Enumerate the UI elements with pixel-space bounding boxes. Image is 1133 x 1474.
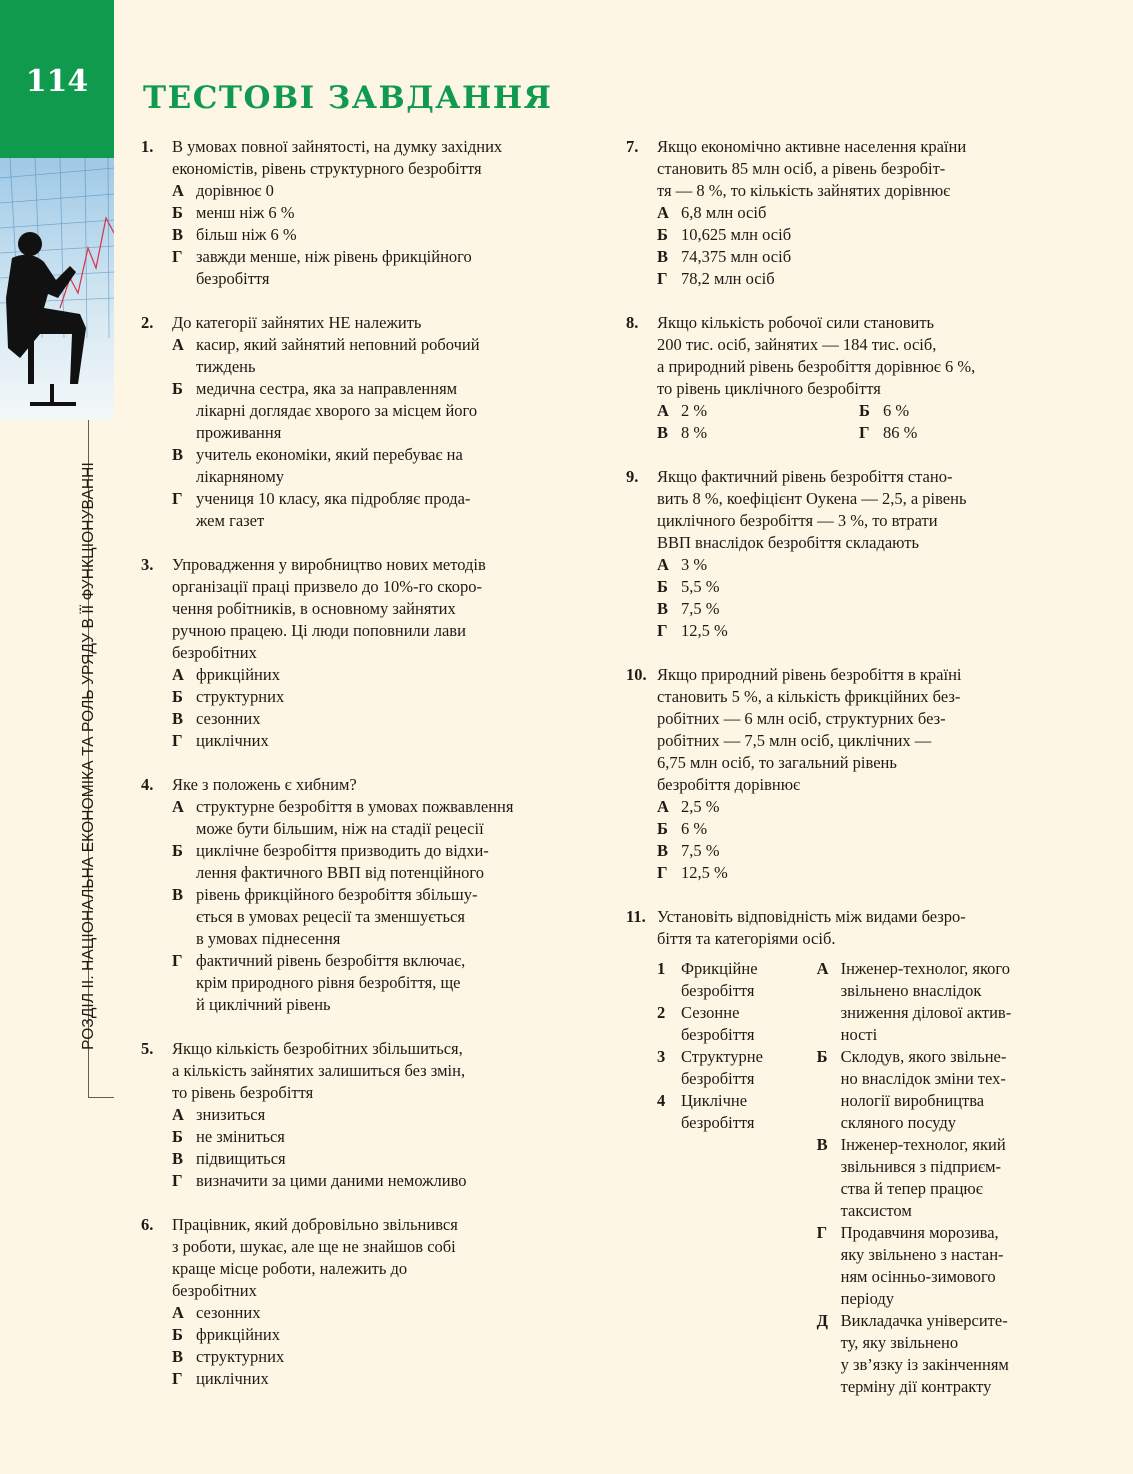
option-letter: Г xyxy=(172,731,183,750)
option-v[interactable] xyxy=(657,840,1066,862)
option-g[interactable] xyxy=(172,246,591,290)
option-letter: А xyxy=(172,335,184,354)
match-text: безробіття xyxy=(681,1069,755,1088)
match-text: зниження ділової актив- xyxy=(840,1003,1012,1022)
option-text: жем газет xyxy=(196,511,265,530)
option-g[interactable] xyxy=(172,1170,591,1192)
option-letter: А xyxy=(657,203,669,222)
match-text: ту, яку звільнено xyxy=(840,1333,959,1352)
option-letter: Г xyxy=(657,269,668,288)
text-line: ВВП внаслідок безробіття складають xyxy=(657,533,920,552)
option-letter: В xyxy=(172,445,184,464)
option-a[interactable] xyxy=(172,1104,591,1126)
option-text: підвищиться xyxy=(196,1149,286,1168)
option-a[interactable] xyxy=(657,202,1066,224)
match-text: Склодув, якого звільне- xyxy=(840,1047,1007,1066)
match-text: періоду xyxy=(840,1289,895,1308)
option-text: 12,5 % xyxy=(681,863,728,882)
option-letter: А xyxy=(657,401,669,420)
options-row xyxy=(657,400,1066,422)
option-letter: Б xyxy=(172,687,183,706)
option-letter: Г xyxy=(657,863,668,882)
text-line: циклічного безробіття — 3 %, то втрати xyxy=(657,511,938,530)
text-line: а природний рівень безробіття дорівнює 6 %, xyxy=(657,357,976,376)
option-text: визначити за цими даними неможливо xyxy=(196,1171,467,1190)
match-right-item-a[interactable] xyxy=(817,958,1066,1046)
text-line: Якщо природний рівень безробіття в країні xyxy=(657,665,962,684)
text-line: Установіть відповідність між видами безро- xyxy=(657,907,966,926)
match-text: яку звільнено з настан- xyxy=(840,1245,1004,1264)
option-v[interactable] xyxy=(657,246,1066,268)
match-text: скляного посуду xyxy=(840,1113,957,1132)
option-letter: Б xyxy=(172,841,183,860)
options-row xyxy=(657,422,1066,444)
option-text: структурне безробіття в умовах пожвавлення xyxy=(196,797,514,816)
text-line: безробіття дорівнює xyxy=(657,775,801,794)
option-text: 7,5 % xyxy=(681,841,720,860)
question-2 xyxy=(141,312,591,532)
question-text xyxy=(657,312,1066,400)
match-key: А xyxy=(816,959,829,978)
question-7 xyxy=(626,136,1066,290)
option-v[interactable] xyxy=(172,444,591,488)
option-g[interactable] xyxy=(172,488,591,532)
option-g[interactable] xyxy=(657,620,1066,642)
match-text: безробіття xyxy=(681,1113,755,1132)
question-number: 2. xyxy=(141,313,154,332)
text-line: Якщо економічно активне населення країни xyxy=(657,137,967,156)
text-line: то рівень безробіття xyxy=(172,1083,314,1102)
option-letter: Г xyxy=(172,1171,183,1190)
option-text: ється в умовах рецесії та зменшується xyxy=(196,907,465,926)
text-line: біття та категоріями осіб. xyxy=(657,929,836,948)
text-line: Працівник, який добровільно звільнився xyxy=(172,1215,458,1234)
match-right-item-g[interactable] xyxy=(817,1222,1066,1310)
option-text: 12,5 % xyxy=(681,621,728,640)
question-6 xyxy=(141,1214,591,1390)
match-text: у зв’язку із закінченням xyxy=(840,1355,1009,1374)
option-text: лення фактичного ВВП від потенційного xyxy=(196,863,485,882)
option-text: в умовах піднесення xyxy=(196,929,341,948)
option-a[interactable] xyxy=(657,796,1066,818)
question-number: 9. xyxy=(626,467,639,486)
option-letter: В xyxy=(172,1149,184,1168)
text-line: чення робітників, в основному зайнятих xyxy=(172,599,456,618)
option-letter: В xyxy=(657,247,669,266)
match-text: звільнено внаслідок xyxy=(840,981,982,1000)
page-number: 114 xyxy=(25,64,89,99)
option-v[interactable] xyxy=(172,1148,591,1170)
option-letter: Г xyxy=(172,951,183,970)
right-column xyxy=(626,136,1066,1420)
option-letter: А xyxy=(657,555,669,574)
option-text: лікарні доглядає хворого за місцем його xyxy=(196,401,478,420)
option-text: 2,5 % xyxy=(681,797,720,816)
match-text: Інженер-технолог, якого xyxy=(840,959,1011,978)
option-text: 78,2 млн осіб xyxy=(681,269,775,288)
question-text xyxy=(657,906,1066,950)
question-number: 4. xyxy=(141,775,154,794)
question-10 xyxy=(626,664,1066,884)
option-b[interactable] xyxy=(172,1126,591,1148)
question-text xyxy=(172,1038,591,1104)
question-text xyxy=(657,664,1066,796)
option-v[interactable] xyxy=(657,598,1066,620)
option-g[interactable] xyxy=(172,1368,591,1390)
option-letter: А xyxy=(172,665,184,684)
option-letter: Б xyxy=(657,577,668,596)
option-letter: А xyxy=(172,1303,184,1322)
option-g[interactable] xyxy=(172,730,591,752)
match-text: терміну дії контракту xyxy=(840,1377,992,1396)
option-text: може бути більшим, ніж на стадії рецесії xyxy=(196,819,484,838)
option-text: менш ніж 6 % xyxy=(196,203,295,222)
option-v[interactable] xyxy=(172,884,591,950)
option-text: 3 % xyxy=(681,555,708,574)
option-v[interactable] xyxy=(657,422,859,444)
option-text: касир, який зайнятий неповний робочий xyxy=(196,335,480,354)
option-v[interactable] xyxy=(172,224,591,246)
option-b[interactable] xyxy=(859,400,1061,422)
question-text xyxy=(172,554,591,664)
match-left-item-4[interactable] xyxy=(657,1090,817,1134)
match-text: звільнився з підприєм- xyxy=(840,1157,1002,1176)
option-text: завжди менше, ніж рівень фрикційного xyxy=(196,247,472,266)
option-b[interactable] xyxy=(657,818,1066,840)
match-text: Продавчиня морозива, xyxy=(840,1223,999,1242)
question-text xyxy=(657,466,1066,554)
option-text: сезонних xyxy=(196,1303,261,1322)
match-key: Б xyxy=(816,1047,828,1066)
question-number: 3. xyxy=(141,555,154,574)
match-left-item-3[interactable] xyxy=(657,1046,817,1090)
text-line: ручною працею. Ці люди поповнили лави xyxy=(172,621,466,640)
option-text: 7,5 % xyxy=(681,599,720,618)
option-letter: В xyxy=(172,1347,184,1366)
option-text: учитель економіки, який перебуває на xyxy=(196,445,463,464)
option-b[interactable] xyxy=(172,378,591,444)
option-v[interactable] xyxy=(172,708,591,730)
match-key: Д xyxy=(816,1311,828,1330)
match-text: Сезонне xyxy=(681,1003,740,1022)
matching-right-list xyxy=(817,958,1066,1398)
option-text: тиждень xyxy=(196,357,256,376)
question-5 xyxy=(141,1038,591,1192)
option-text: структурних xyxy=(196,687,285,706)
match-text: ства й тепер працює xyxy=(840,1179,983,1198)
question-11 xyxy=(626,906,1066,1398)
question-number: 10. xyxy=(626,665,647,684)
text-line: робітних — 6 млн осіб, структурних без- xyxy=(657,709,946,728)
option-a[interactable] xyxy=(172,796,591,840)
text-line: економістів, рівень структурного безробіття xyxy=(172,159,482,178)
option-text: циклічних xyxy=(196,731,269,750)
option-letter: Б xyxy=(172,1325,183,1344)
option-g[interactable] xyxy=(172,950,591,1016)
text-line: Якщо фактичний рівень безробіття стано- xyxy=(657,467,953,486)
match-left-item-1[interactable] xyxy=(657,958,817,1002)
option-text: 2 % xyxy=(681,401,708,420)
option-a[interactable] xyxy=(172,334,591,378)
option-g[interactable] xyxy=(657,268,1066,290)
option-letter: А xyxy=(172,181,184,200)
match-text: Структурне xyxy=(681,1047,763,1066)
option-text: більш ніж 6 % xyxy=(196,225,297,244)
text-line: безробітних xyxy=(172,643,257,662)
option-letter: Б xyxy=(657,819,668,838)
match-right-item-d[interactable] xyxy=(817,1310,1066,1398)
option-letter: Б xyxy=(172,379,183,398)
matching-left-list xyxy=(657,958,817,1398)
option-text: 6 % xyxy=(883,401,910,420)
text-line: Якщо кількість робочої сили становить xyxy=(657,313,935,332)
match-text: таксистом xyxy=(840,1201,912,1220)
option-letter: А xyxy=(172,1105,184,1124)
option-letter: В xyxy=(172,885,184,904)
question-text xyxy=(172,774,591,796)
match-key: 1 xyxy=(657,959,666,978)
option-text: фрикційних xyxy=(196,1325,280,1344)
option-text: структурних xyxy=(196,1347,285,1366)
match-right-item-b[interactable] xyxy=(817,1046,1066,1134)
question-3 xyxy=(141,554,591,752)
option-text: циклічне безробіття призводить до відхи- xyxy=(196,841,489,860)
left-column xyxy=(141,136,591,1412)
option-letter: Г xyxy=(172,1369,183,1388)
option-letter: В xyxy=(657,423,669,442)
question-number: 5. xyxy=(141,1039,154,1058)
text-line: 200 тис. осіб, зайнятих — 184 тис. осіб, xyxy=(657,335,937,354)
spine-divider-tick xyxy=(88,1097,114,1098)
option-text: 6 % xyxy=(681,819,708,838)
option-text: лікарняному xyxy=(196,467,285,486)
text-line: Яке з положень є хибним? xyxy=(172,775,357,794)
match-key: 2 xyxy=(657,1003,666,1022)
question-8 xyxy=(626,312,1066,444)
option-a[interactable] xyxy=(172,180,591,202)
text-line: то рівень циклічного безробіття xyxy=(657,379,881,398)
section-side-label: РОЗДІЛ ІІ. НАЦІОНАЛЬНА ЕКОНОМІКА ТА РОЛЬ УРЯДУ В ЇЇ ФУНКЦІОНУВАННІ xyxy=(80,462,97,1050)
option-letter: А xyxy=(172,797,184,816)
question-text xyxy=(657,136,1066,202)
match-text: безробіття xyxy=(681,1025,755,1044)
option-text: фактичний рівень безробіття включає, xyxy=(196,951,466,970)
option-letter: А xyxy=(657,797,669,816)
matching-table xyxy=(657,958,1066,1398)
match-text: ням осінньо-зимового xyxy=(840,1267,996,1286)
text-line: організації праці призвело до 10%-го скоро- xyxy=(172,577,482,596)
option-b[interactable] xyxy=(172,202,591,224)
question-number: 11. xyxy=(626,907,646,926)
text-line: з роботи, шукає, але ще не знайшов собі xyxy=(172,1237,456,1256)
option-text: й циклічний рівень xyxy=(196,995,331,1014)
question-text xyxy=(172,1214,591,1302)
option-letter: В xyxy=(657,841,669,860)
option-text: 5,5 % xyxy=(681,577,720,596)
match-text: Інженер-технолог, який xyxy=(840,1135,1006,1154)
match-text: Фрикційне xyxy=(681,959,758,978)
option-text: знизиться xyxy=(196,1105,266,1124)
text-line: 6,75 млн осіб, то загальний рівень xyxy=(657,753,897,772)
text-line: становить 85 млн осіб, а рівень безробіт- xyxy=(657,159,946,178)
option-a[interactable] xyxy=(657,554,1066,576)
option-letter: Б xyxy=(172,1127,183,1146)
text-line: а кількість зайнятих залишиться без змін, xyxy=(172,1061,466,1080)
match-text: Викладачка університе- xyxy=(840,1311,1008,1330)
option-letter: В xyxy=(172,225,184,244)
match-text: Циклічне xyxy=(681,1091,748,1110)
text-line: Якщо кількість безробітних збільшиться, xyxy=(172,1039,463,1058)
option-text: 10,625 млн осіб xyxy=(681,225,792,244)
option-letter: Г xyxy=(172,489,183,508)
option-g[interactable] xyxy=(657,862,1066,884)
match-key: В xyxy=(816,1135,828,1154)
option-text: 74,375 млн осіб xyxy=(681,247,792,266)
option-letter: Б xyxy=(859,401,870,420)
option-b[interactable] xyxy=(172,686,591,708)
match-key: 4 xyxy=(657,1091,666,1110)
question-number: 1. xyxy=(141,137,154,156)
text-line: вить 8 %, коефіцієнт Оукена — 2,5, а рівень xyxy=(657,489,967,508)
text-line: В умовах повної зайнятості, на думку західних xyxy=(172,137,503,156)
option-text: проживання xyxy=(196,423,282,442)
option-b[interactable] xyxy=(657,576,1066,598)
option-b[interactable] xyxy=(657,224,1066,246)
option-text: крім природного рівня безробіття, ще xyxy=(196,973,461,992)
question-number: 7. xyxy=(626,137,639,156)
option-a[interactable] xyxy=(172,1302,591,1324)
match-left-item-2[interactable] xyxy=(657,1002,817,1046)
option-text: дорівнює 0 xyxy=(196,181,274,200)
question-number: 6. xyxy=(141,1215,154,1234)
option-letter: Г xyxy=(657,621,668,640)
match-right-item-v[interactable] xyxy=(817,1134,1066,1222)
page-title: ТЕСТОВІ ЗАВДАННЯ xyxy=(143,80,553,116)
text-line: тя — 8 %, то кількість зайнятих дорівнює xyxy=(657,181,951,200)
text-line: робітних — 7,5 млн осіб, циклічних — xyxy=(657,731,932,750)
businessman-silhouette-image xyxy=(0,158,114,420)
option-letter: В xyxy=(172,709,184,728)
match-text: безробіття xyxy=(681,981,755,1000)
option-text: не зміниться xyxy=(196,1127,285,1146)
match-key: 3 xyxy=(657,1047,666,1066)
option-a[interactable] xyxy=(657,400,859,422)
option-letter: Г xyxy=(859,423,870,442)
text-line: краще місце роботи, належить до xyxy=(172,1259,408,1278)
match-text: ності xyxy=(840,1025,878,1044)
question-9 xyxy=(626,466,1066,642)
option-text: фрикційних xyxy=(196,665,280,684)
question-text xyxy=(172,312,591,334)
question-1 xyxy=(141,136,591,290)
option-a[interactable] xyxy=(172,664,591,686)
option-text: безробіття xyxy=(196,269,270,288)
option-letter: Г xyxy=(172,247,183,266)
option-v[interactable] xyxy=(172,1346,591,1368)
text-line: безробітних xyxy=(172,1281,257,1300)
text-line: Упровадження у виробництво нових методів xyxy=(172,555,486,574)
option-text: 6,8 млн осіб xyxy=(681,203,767,222)
option-text: учениця 10 класу, яка підробляє прода- xyxy=(196,489,471,508)
option-letter: Б xyxy=(172,203,183,222)
question-4 xyxy=(141,774,591,1016)
question-number: 8. xyxy=(626,313,639,332)
option-b[interactable] xyxy=(172,840,591,884)
option-text: 86 % xyxy=(883,423,918,442)
match-text: нології виробництва xyxy=(840,1091,985,1110)
text-line: становить 5 %, а кількість фрикційних без- xyxy=(657,687,961,706)
option-letter: Б xyxy=(657,225,668,244)
option-text: циклічних xyxy=(196,1369,269,1388)
option-b[interactable] xyxy=(172,1324,591,1346)
option-text: рівень фрикційного безробіття збільшу- xyxy=(196,885,478,904)
match-key: Г xyxy=(816,1223,828,1242)
option-letter: В xyxy=(657,599,669,618)
text-line: До категорії зайнятих НЕ належить xyxy=(172,313,422,332)
option-text: медична сестра, яка за направленням xyxy=(196,379,458,398)
option-g[interactable] xyxy=(859,422,1061,444)
match-text: но внаслідок зміни тех- xyxy=(840,1069,1006,1088)
option-text: 8 % xyxy=(681,423,708,442)
question-text xyxy=(172,136,591,180)
option-text: сезонних xyxy=(196,709,261,728)
